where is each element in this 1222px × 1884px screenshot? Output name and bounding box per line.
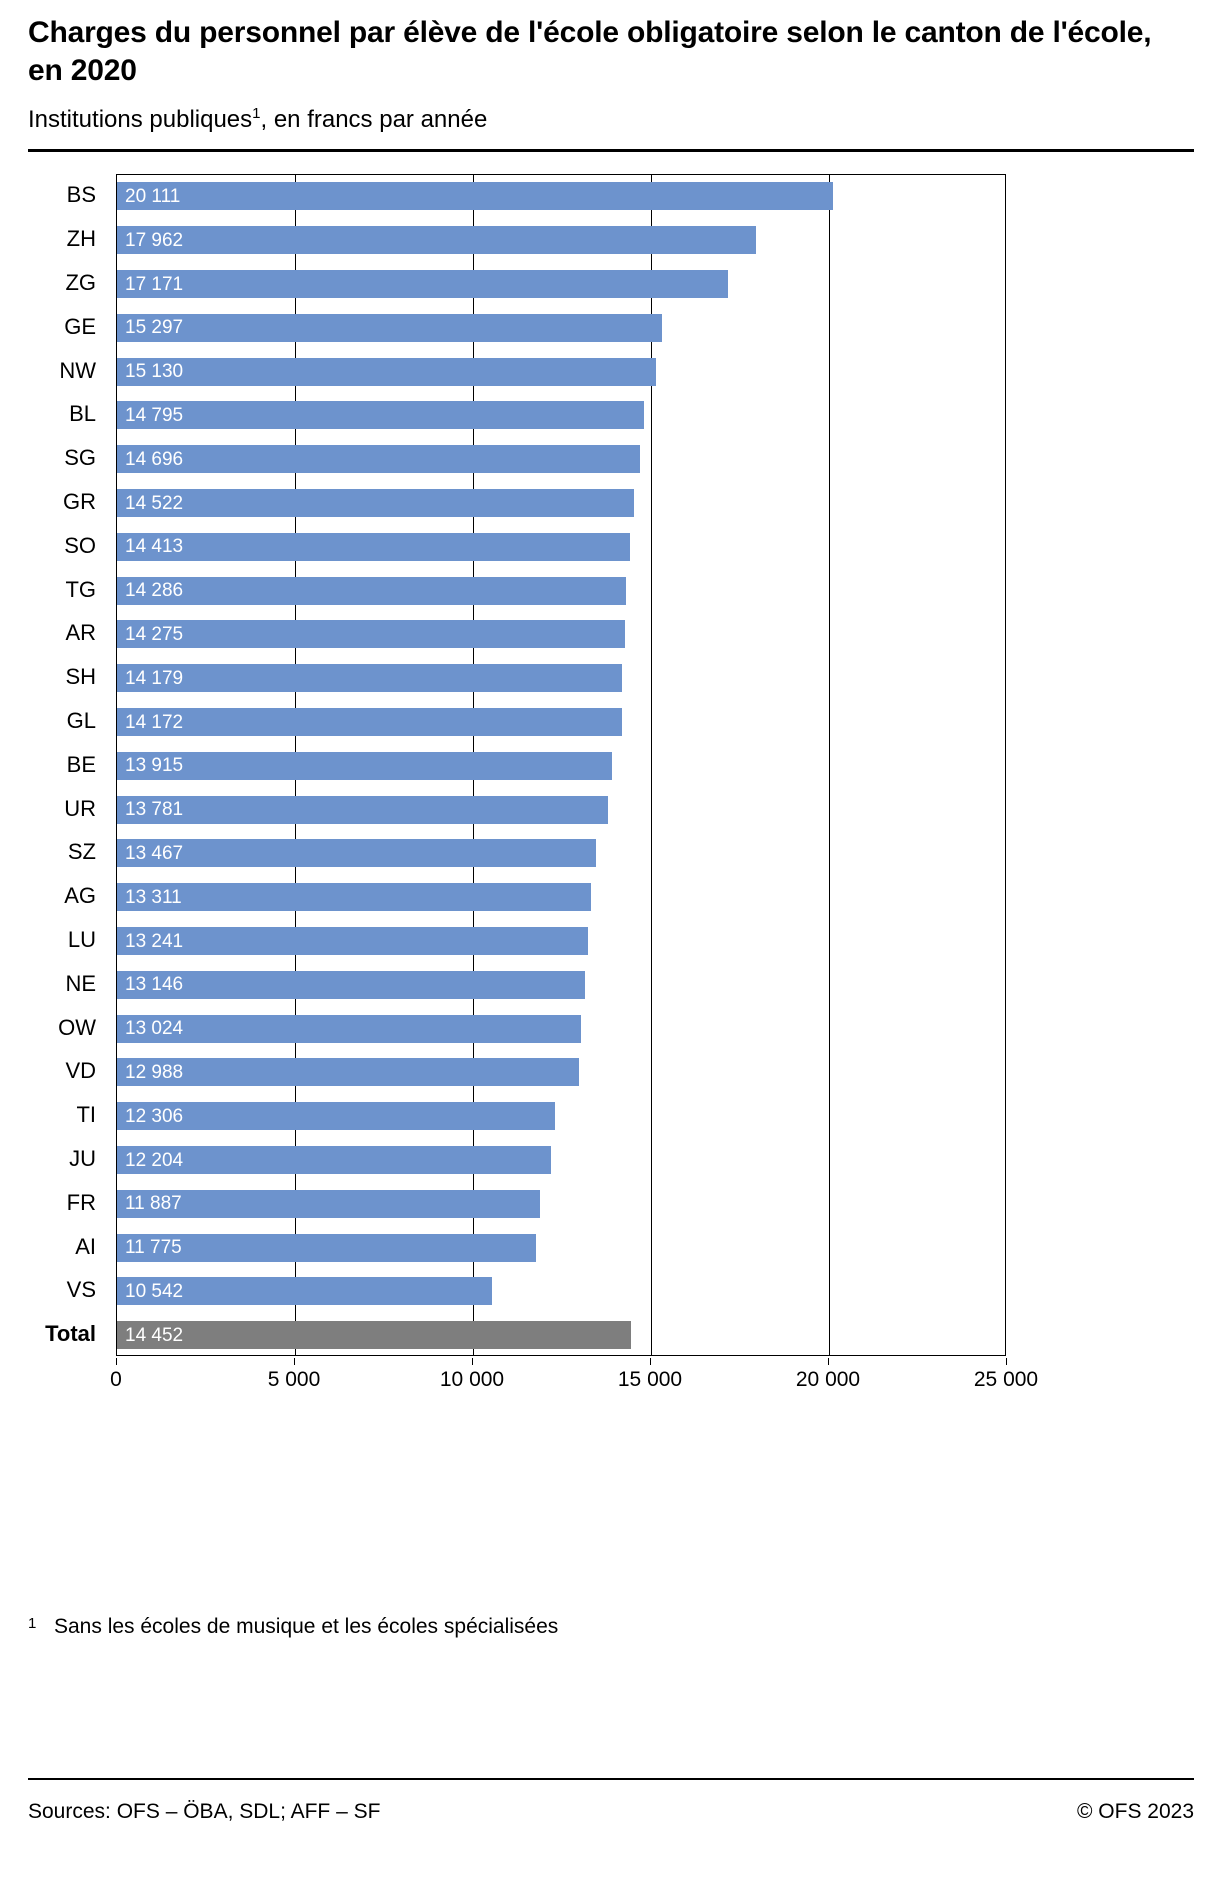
bar-value-label: 13 024 xyxy=(125,1018,184,1040)
category-axis-labels xyxy=(28,174,106,1356)
subtitle-rest: , en francs par année xyxy=(260,105,488,133)
bar-row xyxy=(117,437,1005,481)
bar-row xyxy=(117,744,1005,788)
bar-row xyxy=(117,919,1005,963)
category-label: NW xyxy=(59,357,96,383)
category-label: SO xyxy=(64,532,96,558)
bar-value-label: 14 452 xyxy=(125,1324,184,1346)
bar-row xyxy=(117,218,1005,262)
subtitle-footnote-marker: 1 xyxy=(252,104,261,122)
bar xyxy=(117,1234,536,1262)
bar-row xyxy=(117,613,1005,657)
subtitle-main: Institutions publiques xyxy=(28,105,253,133)
category-label: GE xyxy=(64,313,96,339)
x-tick-label: 15 000 xyxy=(617,1367,683,1391)
category-label: ZG xyxy=(65,270,96,296)
bar xyxy=(117,401,644,429)
bar xyxy=(117,226,756,254)
x-tick xyxy=(828,1358,829,1365)
bar-row xyxy=(117,1051,1005,1095)
category-label: TI xyxy=(76,1102,96,1128)
bar xyxy=(117,1015,581,1043)
x-tick xyxy=(294,1358,295,1365)
category-label: BE xyxy=(66,751,96,777)
bar xyxy=(117,796,608,824)
footnote-marker: 1 xyxy=(28,1615,37,1632)
category-label: TG xyxy=(65,576,96,602)
category-label: LU xyxy=(67,927,96,953)
bar-value-label: 14 795 xyxy=(125,404,184,426)
bar-value-label: 15 130 xyxy=(125,361,184,383)
x-tick-label: 20 000 xyxy=(795,1367,861,1391)
category-label: Total xyxy=(45,1321,96,1347)
x-axis xyxy=(110,1358,1039,1398)
footnote xyxy=(28,1615,558,1639)
bar-value-label: 14 696 xyxy=(125,448,184,470)
bar-row xyxy=(117,394,1005,438)
category-label: VD xyxy=(65,1058,96,1084)
bar xyxy=(117,182,833,210)
bar-value-label: 12 204 xyxy=(125,1149,184,1171)
footnote-text: Sans les écoles de musique et les écoles spécialisées xyxy=(54,1615,559,1638)
bar-row xyxy=(117,1270,1005,1314)
bar-value-label: 14 179 xyxy=(125,667,184,689)
category-label: AI xyxy=(75,1233,96,1259)
bar-row xyxy=(117,569,1005,613)
category-label: AR xyxy=(65,620,96,646)
bar-row xyxy=(117,350,1005,394)
bar-value-label: 11 775 xyxy=(125,1237,182,1259)
category-label: OW xyxy=(58,1014,96,1040)
bar-row xyxy=(117,1226,1005,1270)
x-tick xyxy=(472,1358,473,1365)
bar xyxy=(117,1190,540,1218)
category-label: BS xyxy=(66,182,96,208)
bar xyxy=(117,927,588,955)
bar xyxy=(117,358,656,386)
bar-value-label: 13 467 xyxy=(125,842,184,864)
bar-row xyxy=(117,1182,1005,1226)
bar xyxy=(117,270,728,298)
bar xyxy=(117,1058,579,1086)
bar-value-label: 11 887 xyxy=(125,1193,182,1215)
bar-value-label: 13 146 xyxy=(125,974,184,996)
category-label: BL xyxy=(69,401,96,427)
bar xyxy=(117,620,625,648)
category-label: NE xyxy=(65,970,96,996)
bar-row xyxy=(117,1094,1005,1138)
bar-row xyxy=(117,175,1005,219)
category-label: ZH xyxy=(66,226,96,252)
bar-value-label: 13 311 xyxy=(125,886,182,908)
bar-value-label: 13 781 xyxy=(125,799,184,821)
footer-divider xyxy=(28,1778,1194,1780)
bar xyxy=(117,445,640,473)
category-label: FR xyxy=(66,1189,96,1215)
category-label: GR xyxy=(63,489,96,515)
bar-value-label: 12 306 xyxy=(125,1105,184,1127)
bar-row xyxy=(117,1138,1005,1182)
bar-value-label: 14 413 xyxy=(125,536,184,558)
bar-value-label: 13 241 xyxy=(125,930,184,952)
page-title: Charges du personnel par élève de l'école obligatoire selon le canton de l'école, en 2020 xyxy=(28,16,1152,88)
bar xyxy=(117,839,596,867)
bar-value-label: 10 542 xyxy=(125,1280,184,1302)
bar xyxy=(117,1321,631,1349)
plot-area xyxy=(116,174,1006,1356)
bar-value-label: 14 275 xyxy=(125,623,184,645)
bar-row xyxy=(117,525,1005,569)
x-tick xyxy=(650,1358,651,1365)
header-divider xyxy=(28,149,1194,152)
bar xyxy=(117,664,622,692)
bar xyxy=(117,1102,555,1130)
category-label: VS xyxy=(66,1277,96,1303)
bar-value-label: 12 988 xyxy=(125,1061,184,1083)
bar-value-label: 13 915 xyxy=(125,755,184,777)
bar-rows xyxy=(117,175,1005,1355)
bar xyxy=(117,971,585,999)
bar xyxy=(117,1146,551,1174)
bar-row xyxy=(117,306,1005,350)
bar-row xyxy=(117,1007,1005,1051)
bar xyxy=(117,752,612,780)
bar-value-label: 17 962 xyxy=(125,229,184,251)
copyright-text: © OFS 2023 xyxy=(1076,1800,1194,1823)
bar-chart xyxy=(28,174,1194,1396)
x-tick-label: 10 000 xyxy=(439,1367,505,1391)
bar xyxy=(117,489,634,517)
x-tick-label: 25 000 xyxy=(973,1367,1039,1391)
category-label: AG xyxy=(64,883,96,909)
x-tick xyxy=(116,1358,117,1365)
category-label: SG xyxy=(64,445,96,471)
bar-row xyxy=(117,656,1005,700)
bar-row xyxy=(117,832,1005,876)
category-label: SZ xyxy=(67,839,96,865)
x-tick-label: 5 000 xyxy=(267,1367,321,1391)
x-tick-label: 0 xyxy=(110,1367,122,1391)
bar-value-label: 14 286 xyxy=(125,580,184,602)
bar-value-label: 20 111 xyxy=(125,185,181,207)
bar-value-label: 14 522 xyxy=(125,492,184,514)
bar xyxy=(117,314,662,342)
bar xyxy=(117,883,591,911)
category-label: SH xyxy=(65,664,96,690)
bar xyxy=(117,577,626,605)
chart-subtitle xyxy=(28,105,1194,135)
category-label: GL xyxy=(66,708,96,734)
sources-text: Sources: OFS – ÖBA, SDL; AFF – SF xyxy=(28,1800,381,1823)
bar xyxy=(117,708,622,736)
bar-value-label: 14 172 xyxy=(125,711,184,733)
bar-row xyxy=(117,788,1005,832)
bar-row xyxy=(117,875,1005,919)
bar-value-label: 15 297 xyxy=(125,317,184,339)
bar-row xyxy=(117,481,1005,525)
bar-row xyxy=(117,963,1005,1007)
bar xyxy=(117,533,630,561)
category-label: UR xyxy=(64,795,96,821)
bar xyxy=(117,1277,492,1305)
bar-value-label: 17 171 xyxy=(125,273,184,295)
bar-row xyxy=(117,1313,1005,1357)
bar-row xyxy=(117,262,1005,306)
bar-row xyxy=(117,700,1005,744)
x-tick xyxy=(1006,1358,1007,1365)
category-label: JU xyxy=(69,1146,96,1171)
